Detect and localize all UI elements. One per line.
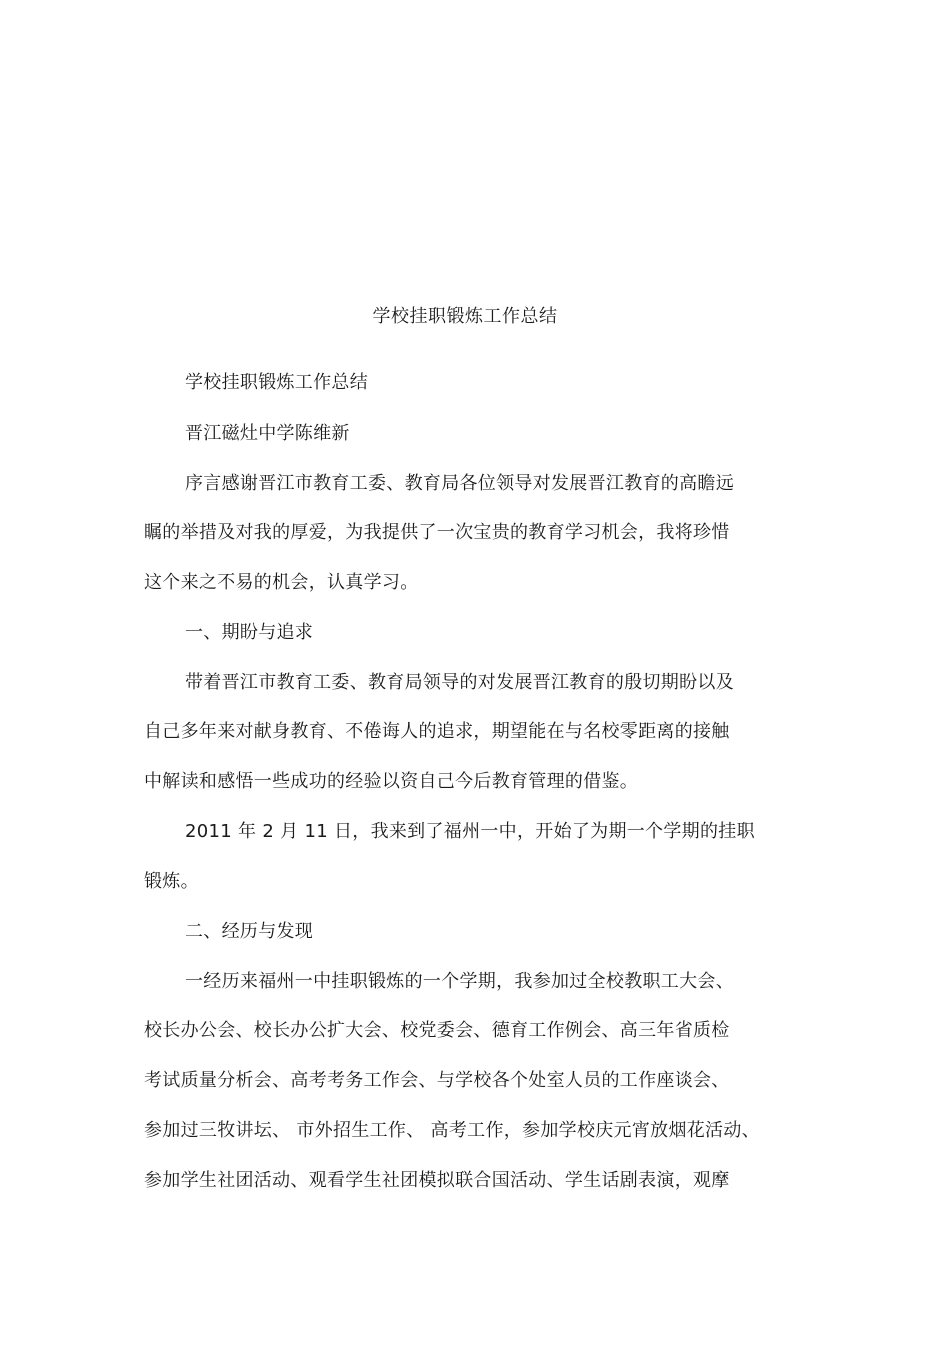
paragraph-line: 学校挂职锻炼工作总结	[185, 372, 368, 393]
paragraph-line: 晋江磁灶中学陈维新	[185, 423, 350, 444]
paragraph-line: 序言感谢晋江市教育工委、教育局各位领导对发展晋江教育的高瞻远	[185, 473, 734, 494]
paragraph-line: 一经历来福州一中挂职锻炼的一个学期，我参加过全校教职工大会、	[185, 971, 734, 992]
paragraph-line: 自己多年来对献身教育、不倦诲人的追求，期望能在与名校零距离的接触	[144, 721, 730, 742]
paragraph-line: 2011 年 2 月 11 日，我来到了福州一中，开始了为期一个学期的挂职	[185, 821, 755, 842]
document-title: 学校挂职锻炼工作总结	[372, 306, 558, 327]
section-heading: 一、期盼与追求	[185, 622, 314, 643]
paragraph-line: 考试质量分析会、高考考务工作会、与学校各个处室人员的工作座谈会、	[144, 1070, 730, 1091]
paragraph-line: 瞩的举措及对我的厚爱，为我提供了一次宝贵的教育学习机会，我将珍惜	[144, 522, 730, 543]
section-heading: 二、经历与发现	[185, 921, 314, 942]
paragraph-line: 参加过三牧讲坛、 市外招生工作、 高考工作，参加学校庆元宵放烟花活动、	[144, 1120, 760, 1141]
paragraph-line: 中解读和感悟一些成功的经验以资自己今后教育管理的借鉴。	[144, 771, 639, 792]
paragraph-line: 带着晋江市教育工委、教育局领导的对发展晋江教育的殷切期盼以及	[185, 672, 734, 693]
paragraph-line: 参加学生社团活动、观看学生社团模拟联合国活动、学生话剧表演，观摩	[144, 1170, 730, 1191]
paragraph-line: 校长办公会、校长办公扩大会、校党委会、德育工作例会、高三年省质检	[144, 1020, 730, 1041]
paragraph-line: 这个来之不易的机会，认真学习。	[144, 572, 419, 593]
paragraph-line: 锻炼。	[144, 871, 199, 892]
